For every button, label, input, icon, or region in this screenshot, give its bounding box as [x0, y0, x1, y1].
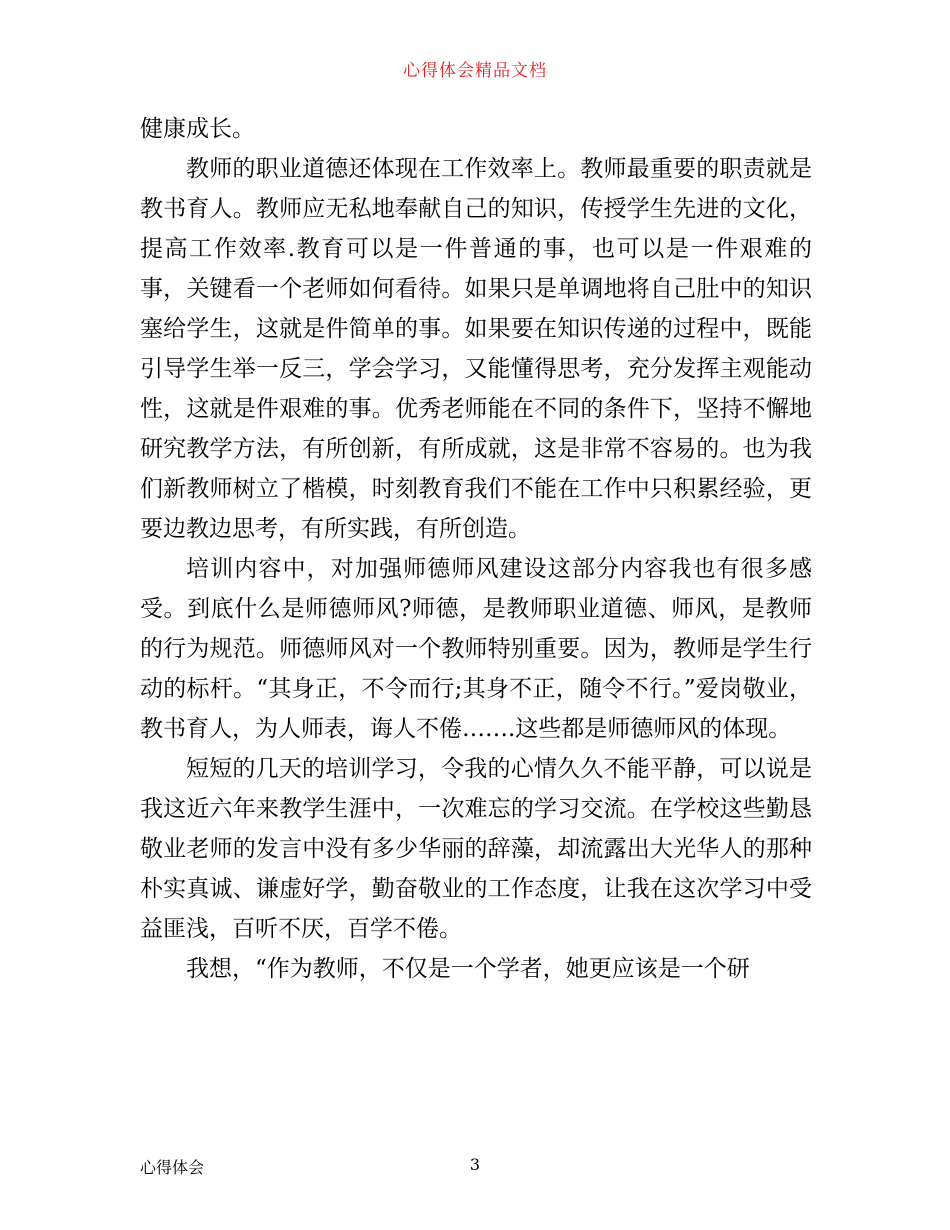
paragraph-work-efficiency: 教师的职业道德还体现在工作效率上。教师最重要的职责就是教书育人。教师应无私地奉献自己的知识，传授学生先进的文化，提高工作效率.教育可以是一件普通的事，也可以是一件艰难的事，关键看一个老师如何看待。如果只是单调地将自己肚中的知识塞给学生，这就是件简单的事。如果要在知识传递的过程中，既能引导学生举一反三，学会学习，又能懂得思考，充分发挥主观能动性，这就是件艰难的事。优秀老师能在不同的条件下，坚持不懈地研究教学方法，有所创新，有所成就，这是非常不容易的。也为我们新教师树立了楷模，时刻教育我们不能在工作中只积累经验，更要边教边思考，有所实践，有所创造。 — [140, 156, 812, 542]
paragraph-training-reflection: 短短的几天的培训学习，令我的心情久久不能平静，可以说是我这近六年来教学生涯中，一次难忘的学习交流。在学校这些勤恳敬业老师的发言中没有多少华丽的辞藻，却流露出大光华人的那种朴实真诚、谦虚好学，勤奋敬业的工作态度，让我在这次学习中受益匪浅，百听不厌，百学不倦。 — [140, 756, 812, 942]
footer-page-number: 3 — [469, 1155, 481, 1174]
paragraph-closing-thought: 我想，“作为教师，不仅是一个学者，她更应该是一个研 — [186, 956, 750, 982]
document-body — [140, 109, 812, 989]
paragraph-teacher-ethics: 培训内容中，对加强师德师风建设这部分内容我也有很多感受。到底什么是师德师风?师德，是教师职业道德、师风，是教师的行为规范。师德师风对一个教师特别重要。因为，教师是学生行动的标杆。“其身正，不令而行;其身不正，随令不行。”爱岗敬业，教书育人，为人师表，诲人不倦…….这些都是师德师风的体现。 — [140, 556, 812, 742]
footer-label: 心得体会 — [140, 1158, 205, 1177]
page-header-title: 心得体会精品文档 — [403, 61, 547, 81]
paragraph-continuation: 健康成长。 — [140, 116, 255, 142]
